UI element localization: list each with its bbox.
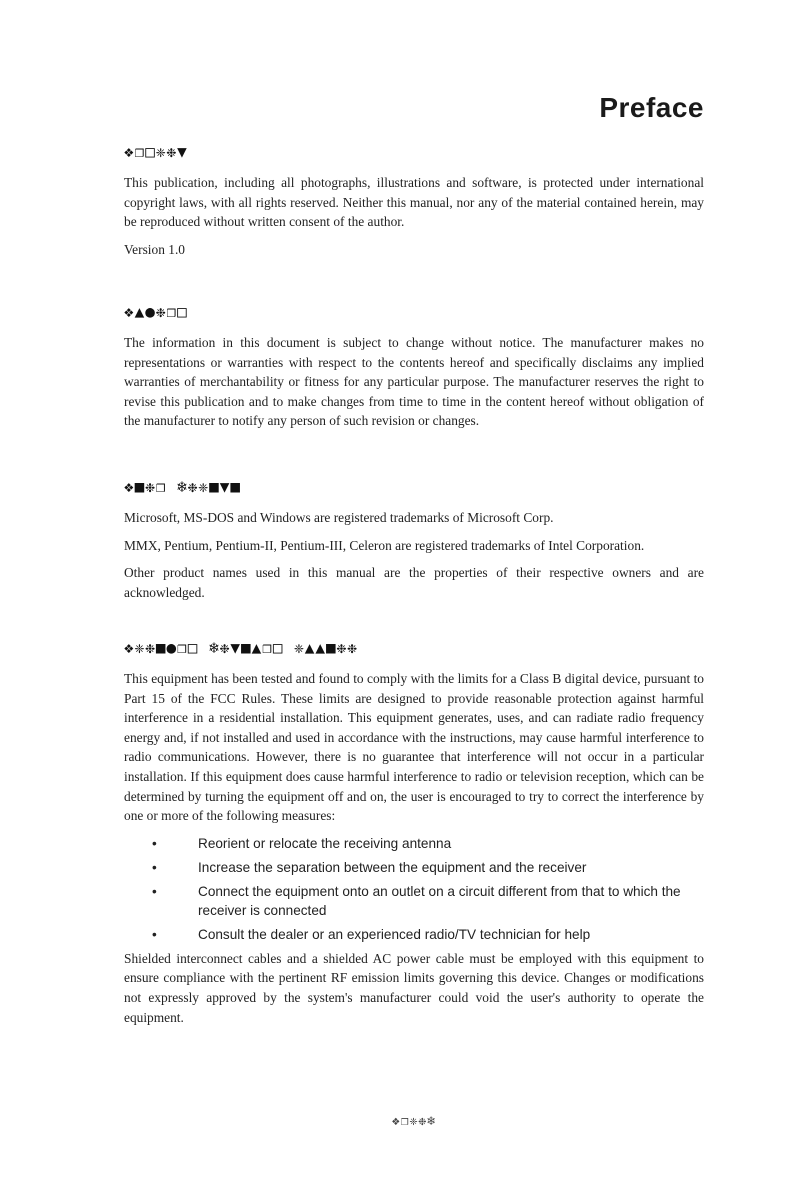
section-heading: ❖▲●❉❐□ bbox=[124, 302, 188, 321]
paragraph: This publication, including all photographs, illustrations and software, is protected under international copyright laws, with all rights reserved. Neither this manual, nor any of the material contained herein, may be reproduced without written consent of the author. bbox=[124, 175, 704, 230]
paragraph: This equipment has been tested and found to comply with the limits for a Class B digital device, pursuant to Part 15 of the FCC Rules. These limits are designed to provide reasonable protection against harmful interference in a residential installation. This equipment generates, uses, and can radiate radio frequency energy and, if not installed and used in accordance with the instructions, may cause harmful interference to radio communications. However, there is no guarantee that interference will not occur in a particular installation. If this equipment does cause harmful interference to radio or television reception, which can be determined by turning the equipment off and on, the user is encouraged to try to correct the interference by one or more of the following measures: bbox=[124, 671, 704, 824]
bullet-icon: • bbox=[152, 835, 157, 851]
bullet-icon: • bbox=[152, 926, 157, 942]
paragraph: MMX, Pentium, Pentium-II, Pentium-III, Celeron are registered trademarks of Intel Corporation. bbox=[124, 537, 645, 553]
section-disclaimer bbox=[124, 302, 704, 439]
list-item bbox=[124, 882, 704, 920]
paragraph: Other product names used in this manual are the properties of their respective owners and are acknowledged. bbox=[124, 565, 704, 600]
list-item-text: Connect the equipment onto an outlet on a circuit different from that to which the receiver is connected bbox=[198, 883, 681, 918]
section-fcc-compliance bbox=[124, 638, 704, 1035]
section-trademarks bbox=[124, 477, 704, 610]
page-title: Preface bbox=[599, 92, 704, 123]
bullet-icon: • bbox=[152, 859, 157, 875]
bullet-icon: • bbox=[152, 883, 157, 899]
page-number: ❖❐❈❉❄ bbox=[391, 1114, 437, 1129]
paragraph: Shielded interconnect cables and a shielded AC power cable must be employed with this equipment to ensure compliance with the pertinent RF emission limits governing this device. Changes or modifications not expressly approved by the system's manufacturer could void the user's authority to operate the equipment. bbox=[124, 950, 704, 1025]
section-heading: ❖❈❉■●❐□ ❄❉▼■▲❐□ ❈▲▲■❉❉ bbox=[124, 638, 358, 657]
list-item-text: Consult the dealer or an experienced radio/TV technician for help bbox=[198, 926, 591, 942]
measures-list bbox=[124, 834, 704, 944]
version-text: Version 1.0 bbox=[124, 241, 185, 257]
list-item bbox=[124, 925, 704, 944]
paragraph: Microsoft, MS-DOS and Windows are registered trademarks of Microsoft Corp. bbox=[124, 510, 554, 525]
section-heading: ❖❐□❈❉▼ bbox=[124, 142, 188, 161]
list-item-text: Reorient or relocate the receiving antenna bbox=[198, 835, 452, 851]
paragraph: The information in this document is subject to change without notice. The manufacturer makes no representations or warranties with respect to the contents hereof and specifically disclaims any implied warranties of merchantability or fitness for any particular purpose. The manufacturer reserves the right to revise this publication and to make changes from time to time in the content hereof without obligation of the manufacturer to notify any person of such revision or changes. bbox=[124, 335, 704, 429]
list-item bbox=[124, 834, 704, 853]
section-heading: ❖■❉❐ ❄❉❈■▼■ bbox=[124, 477, 241, 496]
section-copyright bbox=[124, 142, 704, 267]
list-item bbox=[124, 858, 704, 877]
list-item-text: Increase the separation between the equipment and the receiver bbox=[198, 859, 587, 875]
